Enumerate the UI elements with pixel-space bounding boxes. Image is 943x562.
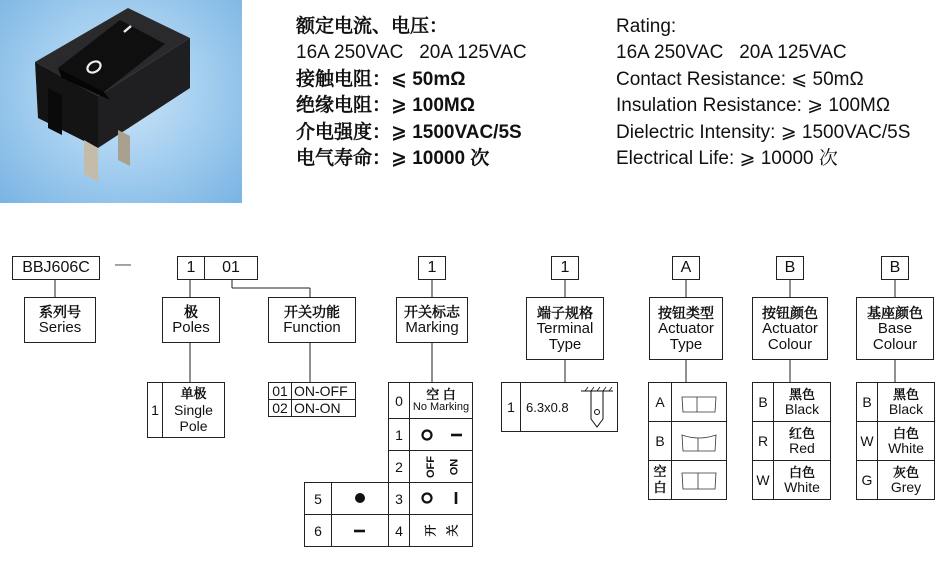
base-colour-en: White — [888, 440, 924, 456]
header-actuator-colour-en2: Colour — [767, 335, 813, 353]
poles-en1: Single — [174, 402, 213, 418]
marking-blank-en: No Marking — [412, 400, 470, 413]
spec-en-rating: 16A 250VAC 20A 125VAC — [616, 42, 847, 64]
header-actuator-zh: 按钮类型 — [658, 304, 714, 321]
header-base-colour — [856, 297, 934, 360]
code-actuator: A — [672, 256, 700, 280]
marking-code-3: 3 — [388, 482, 410, 515]
actuator-colour-desc — [773, 382, 831, 422]
base-colour-code: G — [856, 460, 878, 500]
marking-dot — [331, 482, 389, 515]
marking-o-dash — [409, 418, 473, 451]
header-series — [24, 297, 96, 343]
actuator-code-b: B — [648, 421, 672, 461]
header-poles-zh: 极 — [184, 304, 198, 320]
marking-off-text: OFF — [424, 455, 437, 478]
code-dash: — — [115, 256, 131, 273]
function-table — [268, 382, 356, 417]
poles-zh: 单极 — [180, 386, 207, 401]
actuator-colour-en: White — [784, 479, 820, 495]
actuator-shape-a — [671, 382, 727, 422]
actuator-colour-code: R — [752, 421, 774, 461]
header-marking — [396, 297, 468, 343]
code-poles: 1 — [177, 256, 205, 280]
terminal-code: 1 — [501, 382, 521, 432]
base-colour-code: B — [856, 382, 878, 422]
base-colour-zh: 黑色 — [892, 387, 919, 402]
poles-table — [147, 382, 225, 438]
header-function-zh: 开关功能 — [284, 304, 340, 320]
header-actuator-colour — [752, 297, 828, 360]
spec-en-dielectric: Dielectric Intensity: ⩾ 1500VAC/5S — [616, 121, 911, 143]
poles-desc — [163, 383, 225, 438]
marking-close-text: 关 — [445, 524, 460, 537]
header-marking-zh: 开关标志 — [404, 304, 460, 320]
marking-o-bar — [409, 482, 473, 515]
marking-code-5: 5 — [304, 482, 332, 515]
marking-open-close — [409, 514, 473, 547]
table-row — [148, 383, 225, 438]
actuator-colour-code: W — [752, 460, 774, 500]
actuator-colour-zh: 红色 — [788, 426, 815, 441]
header-actuator-en2: Type — [669, 335, 703, 353]
header-terminal-en2: Type — [548, 335, 582, 353]
code-function: 01 — [204, 256, 258, 280]
o-dash-symbol-icon — [410, 419, 472, 450]
code-base-colour: B — [881, 256, 909, 280]
spec-cn-rating: 16A 250VAC 20A 125VAC — [296, 42, 527, 64]
header-marking-en: Marking — [405, 319, 459, 336]
header-actuator-en1: Actuator — [658, 319, 714, 337]
poles-en2: Pole — [179, 418, 208, 434]
marking-blank-zh: 空 白 — [426, 386, 456, 402]
marking-on-text: ON — [448, 458, 460, 475]
marking-code-2: 2 — [388, 450, 410, 483]
spec-cn-contact: 接触电阻：⩽ 50mΩ — [296, 68, 466, 90]
marking-code-0: 0 — [388, 382, 410, 419]
base-colour-zh: 灰色 — [892, 465, 919, 480]
actuator-colour-zh: 黑色 — [788, 387, 815, 402]
base-colour-desc — [877, 460, 935, 500]
spec-en-title: Rating: — [616, 16, 677, 37]
marking-code-4: 4 — [388, 514, 410, 547]
actuator-colour-desc — [773, 421, 831, 461]
base-colour-desc — [877, 421, 935, 461]
actuator-colour-code: B — [752, 382, 774, 422]
code-series: BBJ606C — [12, 256, 100, 280]
header-terminal-zh: 端子规格 — [537, 304, 593, 321]
header-actuator-colour-en1: Actuator — [762, 319, 818, 337]
poles-code: 1 — [148, 383, 163, 438]
header-series-en: Series — [38, 319, 82, 336]
function-code: 02 — [269, 400, 292, 417]
base-colour-zh: 白色 — [892, 426, 919, 441]
base-colour-en: Grey — [890, 479, 922, 495]
marking-code-6: 6 — [304, 514, 332, 547]
spec-en-contact: Contact Resistance: ⩽ 50mΩ — [616, 68, 864, 90]
header-base-colour-en1: Base — [877, 319, 913, 337]
base-colour-code: W — [856, 421, 878, 461]
header-actuator-colour-zh: 按钮颜色 — [762, 304, 818, 321]
spec-en-insulation: Insulation Resistance: ⩾ 100MΩ — [616, 95, 891, 117]
actuator-colour-desc — [773, 460, 831, 500]
curved-actuator-icon — [672, 422, 726, 460]
spec-cn-dielectric: 介电强度：⩾ 1500VAC/5S — [296, 121, 522, 143]
header-terminal — [526, 297, 604, 360]
spec-cn-life: 电气寿命：⩾ 10000 次 — [296, 148, 490, 170]
header-base-colour-en2: Colour — [872, 335, 918, 353]
terminal-option — [520, 382, 618, 432]
marking-dash — [331, 514, 389, 547]
actuator-shape-c — [671, 460, 727, 500]
spec-en-life: Electrical Life: ⩾ 10000 次 — [616, 148, 838, 170]
table-row — [269, 400, 356, 417]
header-series-zh: 系列号 — [39, 304, 81, 320]
actuator-colour-zh: 白色 — [788, 465, 815, 480]
spec-cn-insulation: 绝缘电阻：⩾ 100MΩ — [296, 95, 475, 117]
marking-no-marking — [409, 382, 473, 419]
terminal-label: 6.3x0.8 — [526, 400, 569, 415]
header-poles — [162, 297, 220, 343]
base-colour-desc — [877, 382, 935, 422]
dash-symbol-icon — [332, 515, 388, 546]
spec-cn-title: 额定电流、电压： — [296, 16, 449, 37]
header-function — [268, 297, 356, 343]
o-bar-symbol-icon — [410, 483, 472, 514]
actuator-code-a: A — [648, 382, 672, 422]
blank-actuator-icon — [672, 461, 726, 499]
function-label: ON-OFF — [292, 383, 356, 400]
marking-open-text: 开 — [423, 524, 438, 537]
header-poles-en: Poles — [172, 319, 210, 336]
table-row — [269, 383, 356, 400]
base-colour-en: Black — [888, 401, 924, 417]
code-terminal: 1 — [551, 256, 579, 280]
actuator-colour-en: Red — [789, 440, 815, 456]
flat-actuator-icon — [672, 383, 726, 421]
actuator-shape-b — [671, 421, 727, 461]
code-marking: 1 — [418, 256, 446, 280]
actuator-colour-en: Black — [784, 401, 820, 417]
function-label: ON-ON — [292, 400, 356, 417]
header-actuator — [649, 297, 723, 360]
actuator-code-blank: 空 白 — [648, 460, 672, 500]
terminal-tab-icon — [577, 385, 617, 431]
function-code: 01 — [269, 383, 292, 400]
marking-code-1: 1 — [388, 418, 410, 451]
header-base-colour-zh: 基座颜色 — [867, 304, 923, 321]
header-terminal-en1: Terminal — [536, 319, 594, 337]
marking-off-on — [409, 450, 473, 483]
code-actuator-colour: B — [776, 256, 804, 280]
header-function-en: Function — [283, 319, 341, 336]
dot-symbol-icon — [332, 483, 388, 514]
